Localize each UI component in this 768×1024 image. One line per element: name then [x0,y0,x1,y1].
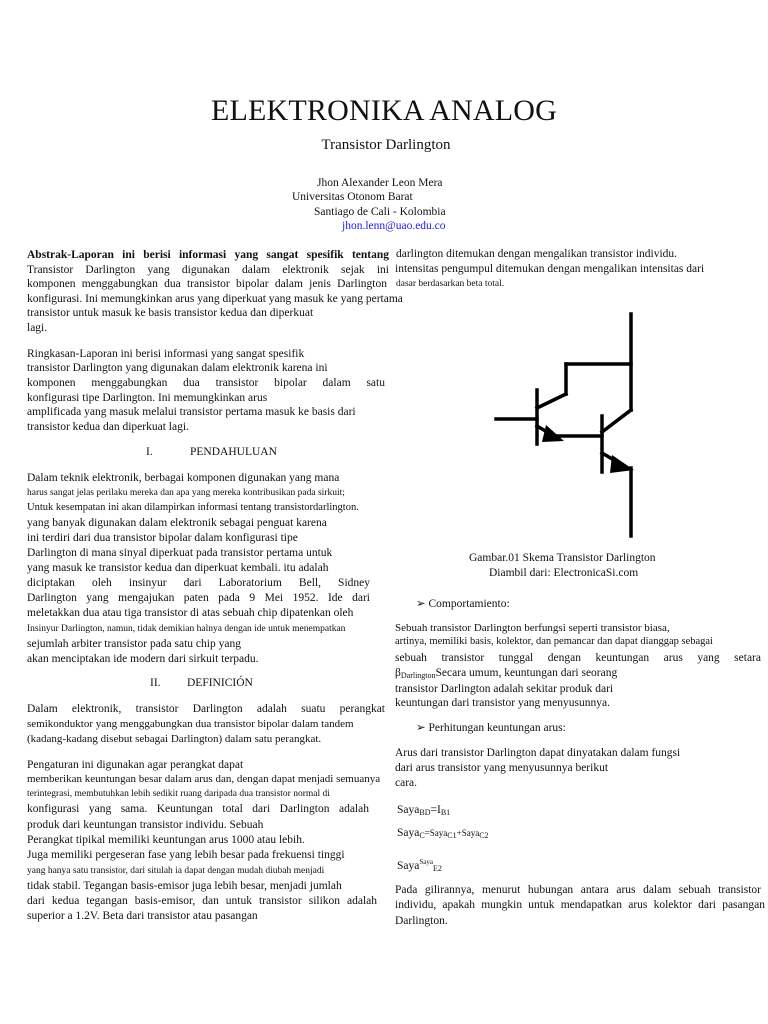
section-number: I. [146,446,153,458]
abstract-line: lagi. [27,322,48,334]
pengaturan-line: Pengaturan ini digunakan agar perangkat dapat [27,759,244,771]
arus-line: Arus dari transistor Darlington dapat dinyatakan dalam fungsi [395,747,681,759]
q2-emitter-arrow [610,455,634,473]
abstract-line: Transistor Darlington yang digunakan dalam elektronik sejak ini [27,264,389,276]
pengaturan-line: tidak stabil. Tegangan basis-emisor juga lebih besar, menjadi jumlah [27,880,342,892]
comportamiento-line: Sebuah transistor Darlington berfungsi seperti transistor biasa, [395,622,670,634]
ringkasan-line: konfigurasi tipe Darlington. Ini memungkinkan arus [27,392,268,404]
intro-line: harus sangat jelas perilaku mereka dan apa yang mereka kontribusikan pada sirkuit; [27,488,345,498]
pada-line: Pada gilirannya, menurut hubungan antara arus dalam sebuah transistor [395,884,761,896]
author-name: Jhon Alexander Leon Mera [317,177,443,189]
comportamiento-line: transistor Darlington adalah sekitar produk dari [395,683,614,695]
subheading: ➢ Comportamiento: [416,598,510,610]
figure-caption: Gambar.01 Skema Transistor Darlington [469,552,656,564]
pengaturan-line: Juga memiliki pergeseran fase yang lebih besar pada frekuensi tinggi [27,849,345,861]
page-subtitle: Transistor Darlington [321,137,451,153]
author-university: Universitas Otonom Barat [292,191,413,203]
arus-line: dari arus transistor yang menyusunnya berikut [395,762,609,774]
ringkasan-line: komponen menggabungkan dua transistor bipolar dalam satu [27,377,385,389]
pada-line: individu, apakah mungkin untuk mendapatkan arus kolektor dari pasangan [395,899,765,911]
formula-emitter-current: Saya$^{Saya}_{E2}$ [397,858,442,873]
comportamiento-text: Secara umum, keuntungan dari seorang [435,667,618,679]
definicion-line: semikonduktor yang menggabungkan dua transistor bipolar dalam tandem [27,718,354,730]
intro-line: diciptakan oleh insinyur dari Laboratorium Bell, Sidney [27,577,370,589]
intro-line: meletakkan dua atau tiga transistor di atas sebuah chip dipatenkan oleh [27,607,354,619]
intro-line: Insinyur Darlington, namun, tidak demikian halnya dengan ide untuk menempatkan [27,624,346,634]
definicion-line: Dalam elektronik, transistor Darlington adalah suatu perangkat [27,703,385,715]
section-heading: PENDAHULUAN [190,446,277,458]
author-city: Santiago de Cali - Kolombia [314,206,446,218]
ringkasan-line: amplificada yang masuk melalui transistor pertama masuk ke basis dari [27,406,356,418]
intro-line: yang masuk ke transistor kedua dan diperkuat kembali. itu adalah [27,562,329,574]
right-line: intensitas pengumpul ditemukan dengan mengalikan intensitas dari [395,263,705,275]
subheading: ➢ Perhitungan keuntungan arus: [416,722,566,734]
comportamiento-line: keuntungan dari transistor yang menyusunnya. [395,697,610,709]
q2-collector [602,410,631,432]
pengaturan-line: superior a 1.2V. Beta dari transistor atau pasangan [27,910,258,922]
intro-line: yang banyak digunakan dalam elektronik sebagai penguat karena [27,517,327,529]
abstract-line: Abstrak-Laporan ini berisi informasi yang sangat spesifik tentang [27,249,389,261]
pengaturan-line: terintegrasi, membutuhkan lebih sedikit ruang daripada dua transistor normal di [27,789,330,799]
pengaturan-line: produk dari keuntungan transistor individu. Sebuah [27,819,264,831]
intro-line: Darlington yang mengajukan paten pada 9 Mei 1952. Ide dari [27,592,370,604]
pengaturan-line: memberikan keuntungan besar dalam arus dan, dengan dapat menjadi semuanya [27,773,381,785]
page-title: ELEKTRONIKA ANALOG [210,94,558,127]
ringkasan-line: transistor Darlington yang digunakan dalam elektronik karena ini [27,362,328,374]
comportamiento-line [395,666,617,683]
pengaturan-line: dari kedua tegangan basis-emisor, dan untuk transistor silikon adalah [27,895,377,907]
darlington-schematic [488,308,648,540]
formula-collector-current: Saya$_C$=Saya$_{C1}$+Saya$_{C2}$ [397,827,489,840]
beta-symbol: β [395,667,401,679]
abstract-line: konfigurasi. Ini memungkinkan arus yang diperkuat yang masuk ke yang pertama [27,293,403,305]
intro-line: Dalam teknik elektronik, berbagai komponen digunakan yang mana [27,472,340,484]
intro-line: akan menciptakan ide modern dari sirkuit terpadu. [27,653,259,665]
comportamiento-line: sebuah transistor tunggal dengan keuntungan arus yang setara [395,652,761,664]
beta-subscript: Darlington [400,671,436,680]
intro-line: Untuk kesempatan ini akan dilampirkan informasi tentang transistordarlington. [27,502,359,513]
section-heading: DEFINICIÓN [187,677,253,689]
q1-emitter-arrow [542,425,564,442]
intro-line: ini terdiri dari dua transistor bipolar dalam konfigurasi tipe [27,532,298,544]
definicion-line: (kadang-kadang disebut sebagai Darlington) dalam satu perangkat. [27,733,322,745]
right-line: darlington ditemukan dengan mengalikan transistor individu. [396,248,678,260]
pengaturan-line: Perangkat tipikal memiliki keuntungan arus 1000 atau lebih. [27,834,305,846]
right-line: dasar berdasarkan beta total. [396,279,505,289]
section-number: II. [150,677,161,689]
abstract-line: komponen menggabungkan dua transistor bipolar dalam jenis Darlington [27,278,387,290]
abstract-line: transistor untuk masuk ke basis transistor kedua dan diperkuat [27,307,314,319]
arus-line: cara. [395,777,418,789]
q1-collector [537,394,566,408]
ringkasan-line: transistor kedua dan diperkuat lagi. [27,421,189,433]
pada-line: Darlington. [395,915,448,927]
author-email[interactable]: jhon.lenn@uao.edu.co [342,220,446,232]
pengaturan-line: yang hanya satu transistor, dari situlah ia dapat dengan mudah diubah menjadi [27,866,325,876]
intro-line: Darlington di mana sinyal diperkuat pada transistor pertama untuk [27,547,333,559]
figure-source: Diambil dari: ElectronicaSi.com [489,567,639,579]
intro-line: sejumlah arbiter transistor pada satu chip yang [27,638,241,650]
pengaturan-line: konfigurasi yang sama. Keuntungan total dari Darlington adalah [27,803,369,815]
comportamiento-line: artinya, memiliki basis, kolektor, dan pemancar dan dapat dianggap sebagai [395,636,713,647]
ringkasan-line: Ringkasan-Laporan ini berisi informasi yang sangat spesifik [27,348,305,360]
formula-base-current: $Saya_{BD}=I_{B1}$ [397,804,451,817]
